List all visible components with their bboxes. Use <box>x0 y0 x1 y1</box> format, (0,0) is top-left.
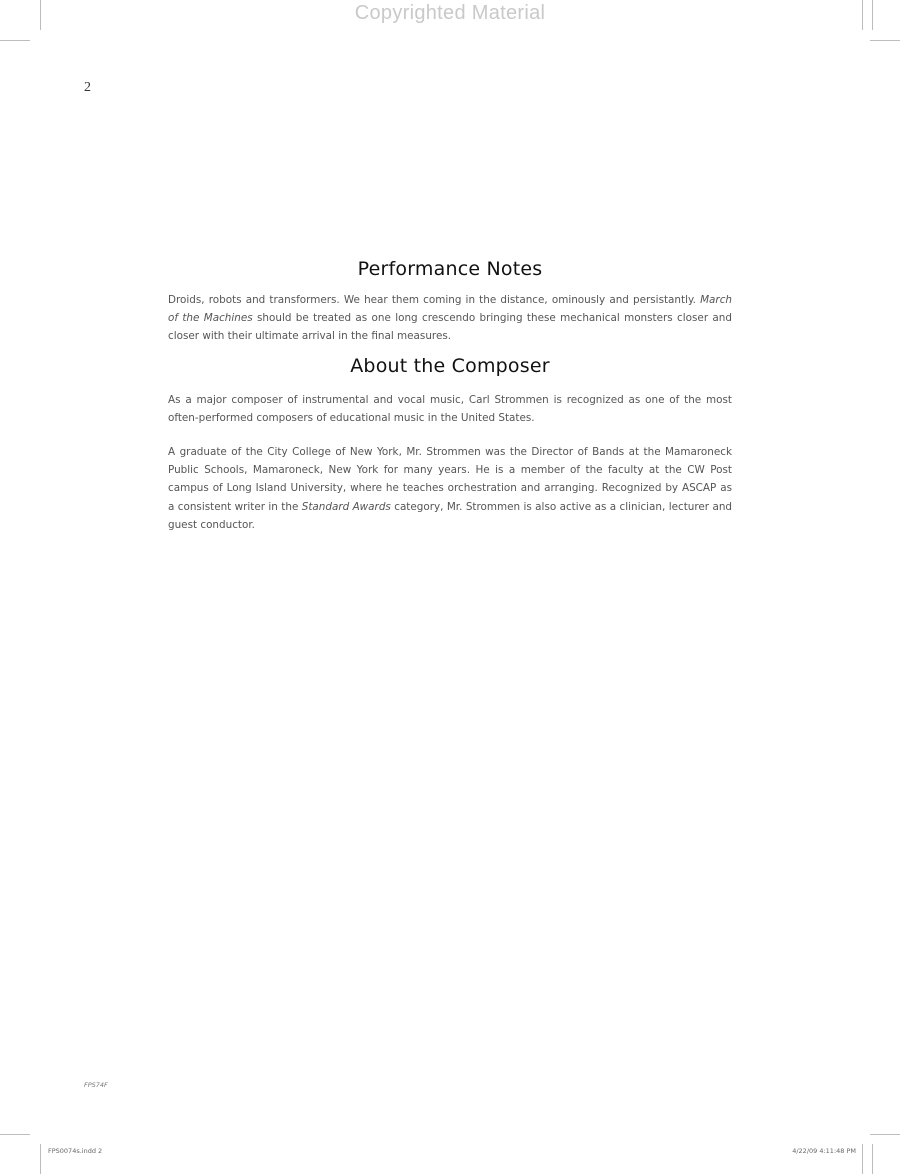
performance-notes-heading: Performance Notes <box>357 258 543 280</box>
print-timestamp: 4/22/09 4:11:48 PM <box>792 1147 856 1155</box>
crop-mark-bottom-right-horizontal <box>870 1134 900 1135</box>
crop-mark-top-right-vertical-2 <box>872 0 873 30</box>
watermark: Copyrighted Material <box>354 2 546 24</box>
crop-mark-bottom-left-vertical <box>40 1144 41 1174</box>
about-composer-paragraph-2 <box>168 443 732 534</box>
performance-notes-text-2: should be treated as one long crescendo bringing these mechanical monsters closer and closer with their ultimate arrival in the final measures. <box>168 312 732 343</box>
main-content <box>168 258 732 534</box>
performance-notes-text-1: Droids, robots and transformers. We hear them coming in the distance, ominously and persistantly. <box>168 294 701 306</box>
crop-mark-top-left-horizontal <box>0 40 30 41</box>
crop-mark-bottom-right-vertical-2 <box>872 1144 873 1174</box>
award-name: Standard Awards <box>301 500 391 513</box>
performance-notes-paragraph <box>168 291 732 346</box>
file-slug: FPS0074s.indd 2 <box>48 1147 103 1155</box>
crop-mark-bottom-left-horizontal <box>0 1134 30 1135</box>
crop-mark-top-right-vertical-1 <box>862 0 863 30</box>
crop-mark-bottom-right-vertical-1 <box>862 1144 863 1174</box>
about-composer-heading: About the Composer <box>350 354 550 377</box>
about-composer-paragraph-1: As a major composer of instrumental and vocal music, Carl Strommen is recognized as one of the most often-performed composers of educational music in the United States. <box>168 393 732 424</box>
about-composer-paragraph-2-b: category, Mr. Strommen is also active as a clinician, lecturer and guest conductor. <box>168 500 732 531</box>
catalog-code: FPS74F <box>84 1081 108 1089</box>
crop-mark-top-left-vertical <box>40 0 41 30</box>
page-number: 2 <box>84 80 91 95</box>
about-composer-paragraph-2-a: A graduate of the City College of New York, Mr. Strommen was the Director of Bands at the Mamaroneck Public Schools, Mamaroneck, New York for many years. He is a member of the faculty at the CW Post campus of Long Island University, where he teaches orchestration and arranging. Recognized by ASCAP as a consistent writer in the <box>168 446 732 513</box>
crop-mark-top-right-horizontal <box>870 40 900 41</box>
piece-title: March of the Machines <box>168 294 732 325</box>
